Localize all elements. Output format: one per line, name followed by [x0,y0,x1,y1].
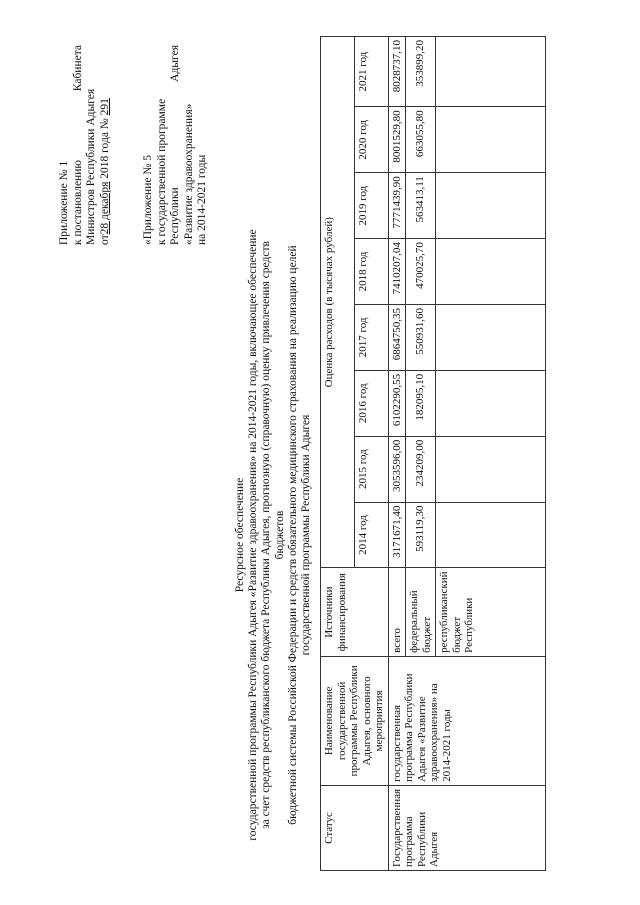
annex-1-year-number: 2018 года № [98,118,111,179]
annex-1-line1: Приложение № 1 [58,160,70,245]
header-year-2016: 2016 год [354,370,388,436]
annex-1-line2-right: Кабинета [71,45,84,92]
title-line1: Ресурсное обеспечение [234,477,246,593]
cell-value [436,502,546,568]
cell-value: 7410207,04 [388,239,406,305]
cell-value: 563413,11 [406,173,436,239]
annex-5-line2: к государственной программе [155,98,168,245]
header-year-2017: 2017 год [354,304,388,370]
document-title [234,225,313,845]
annex-1-doc-number: 291 [98,98,111,116]
cell-value [436,173,546,239]
cell-value: 182095,10 [406,370,436,436]
header-year-2019: 2019 год [354,173,388,239]
cell-value: 550931,60 [406,304,436,370]
cell-value: 3171671,40 [388,502,406,568]
cell-status: Государственная программа Республики Адыгея [388,785,546,870]
cell-value [436,304,546,370]
header-year-2021: 2021 год [354,37,388,107]
cell-value: 3053596,00 [388,436,406,502]
annex-5-line5: на 2014-2021 годы [196,154,208,245]
annex-5-line4: «Развитие здравоохранения» [182,103,195,245]
header-year-2015: 2015 год [354,436,388,502]
title-line3: за счет средств республиканского бюджета Республики Адыгея, прогнозную (справочную) оценку привлечения средств бюджетов [260,241,286,829]
cell-value: 6102290,55 [388,370,406,436]
annex-1-line4 [99,45,113,245]
cell-source: федеральный бюджет [406,568,436,656]
header-name: Наименование государственной программы Республики Адыгея, основного мероприятия [321,656,389,785]
annex-1-date: 28 декабря [98,181,111,235]
annex-1-line2-left: к постановлению [71,160,84,245]
cell-value [436,436,546,502]
cell-value: 234209,00 [406,436,436,502]
resource-table [320,36,546,871]
annex-5-line3-right: Адыгея [169,45,181,82]
cell-source: республиканский бюджет Республики [436,568,546,656]
annex-1-line3: Министров Республики Адыгея [85,88,97,245]
annex-1-header [58,45,112,245]
header-year-2014: 2014 год [354,502,388,568]
cell-program-name: государственная программа Республики Адыгея «Развитие здравоохранения» на 2014-2021 годы [388,656,546,785]
cell-value: 593119,30 [406,502,436,568]
cell-value: 663055,80 [406,107,436,173]
annex-5-line3-left: Республики [169,187,181,245]
title-line2: государственной программы Республики Адыгея «Развитие здравоохранения» на 2014-2021 годы, включающее обеспечение [247,229,260,841]
cell-value: 8028737,10 [388,37,406,107]
header-source: Источники финансирования [321,568,389,656]
title-line4: бюджетной системы Российской Федерации и средств обязательного медицинского страхования на реализацию целей [286,245,299,825]
cell-value [436,370,546,436]
cell-value [436,239,546,305]
annex-5-line1: «Приложение № 5 [142,155,154,245]
cell-value: 7771439,90 [388,173,406,239]
cell-value: 353899,20 [406,37,436,107]
header-status: Статус [321,785,389,870]
annex-1-date-prefix: от [98,234,111,245]
cell-value [436,107,546,173]
cell-value: 6864750,35 [388,304,406,370]
header-estimate: Оценка расходов (в тысячах рублей) [321,37,355,568]
cell-source: всего [388,568,406,656]
cell-value [436,37,546,107]
header-year-2020: 2020 год [354,107,388,173]
cell-value: 8001529,80 [388,107,406,173]
title-line5: государственной программы Республики Адыгея [300,414,313,656]
header-year-2018: 2018 год [354,239,388,305]
annex-5-header [142,45,210,245]
table-row-total [388,37,406,871]
cell-value: 470025,70 [406,239,436,305]
